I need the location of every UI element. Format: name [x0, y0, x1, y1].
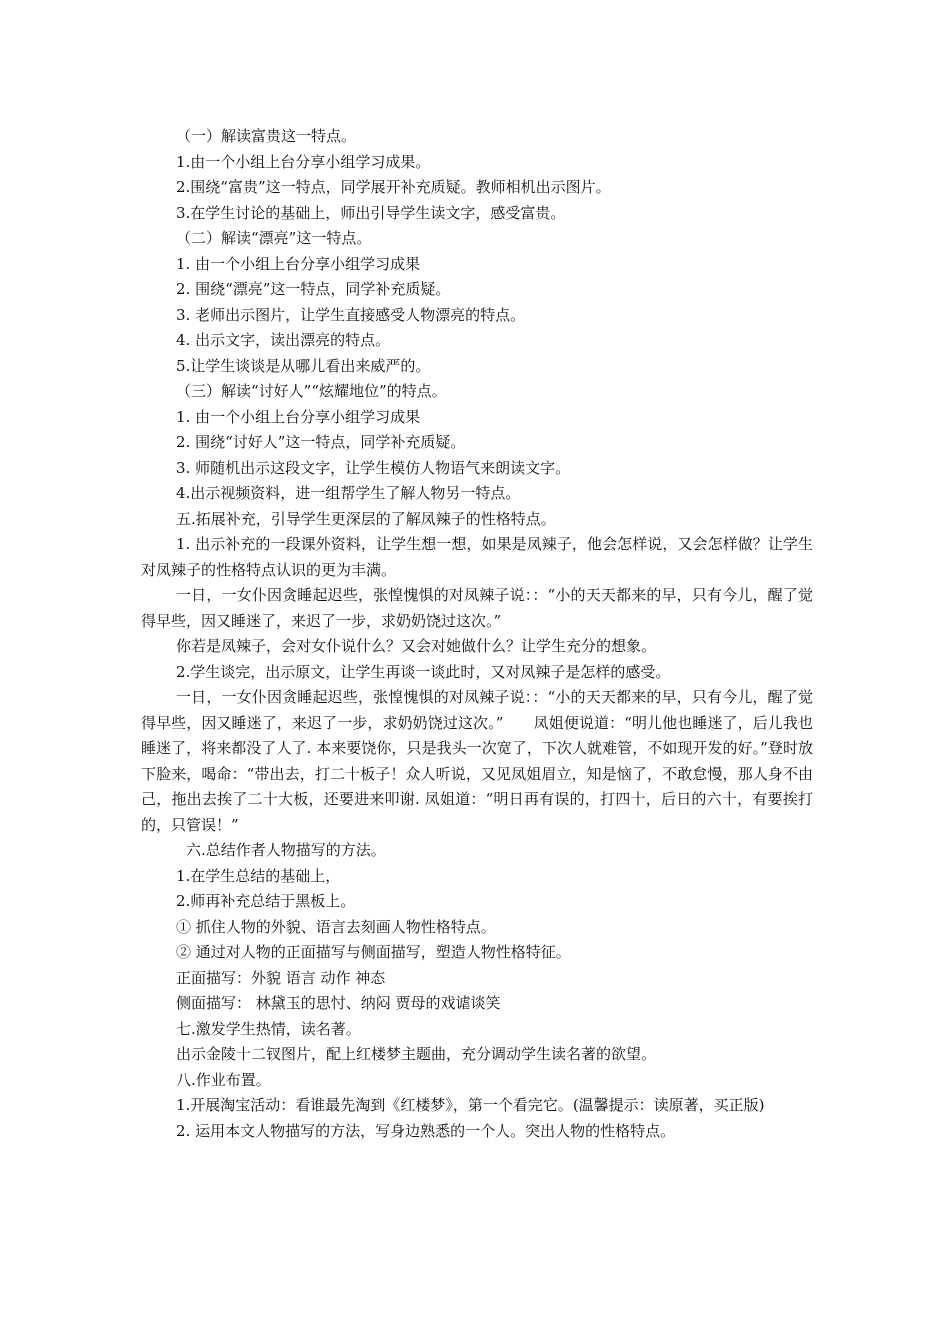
- section-heading: （二）解读“漂亮”这一特点。: [176, 229, 372, 247]
- paragraph: 3. 老师出示图片，让学生直接感受人物漂亮的特点。: [176, 305, 526, 324]
- paragraph: 3.在学生讨论的基础上，师出引导学生读文字，感受富贵。: [176, 203, 566, 222]
- section-heading: （三）解读“讨好人”“炫耀地位”的特点。: [176, 382, 447, 400]
- paragraph: 4. 出示文字，读出漂亮的特点。: [176, 331, 391, 349]
- list-item: ② 通过对人物的正面描写与侧面描写，塑造人物性格特征。: [176, 943, 571, 961]
- paragraph: 1. 由一个小组上台分享小组学习成果: [176, 254, 421, 273]
- paragraph: 2. 运用本文人物描写的方法，写身边熟悉的一个人。突出人物的性格特点。: [176, 1121, 676, 1140]
- paragraph: 正面描写：外貌 语言 动作 神态: [176, 968, 386, 987]
- paragraph: 2.学生谈完，出示原文，让学生再谈一谈此时，又对凤辣子是怎样的感受。: [176, 662, 671, 681]
- list-item: ① 抓住人物的外貌、语言去刻画人物性格特点。: [176, 917, 496, 936]
- paragraph: 2.围绕“富贵”这一特点，同学展开补充质疑。教师相机出示图片。: [176, 178, 611, 196]
- quote-paragraph: 一日，一女仆因贪睡起迟些，张惶愧惧的对凤辣子说：：“小的天天都来的早，只有今儿，醒了觉得早些，因又睡迷了，来迟了一步，求奶奶饶过这次。”: [141, 586, 813, 630]
- paragraph: 出示金陵十二钗图片，配上红楼梦主题曲，充分调动学生读名著的欲望。: [176, 1045, 657, 1063]
- paragraph: 5.让学生谈谈是从哪儿看出来威严的。: [176, 356, 431, 375]
- paragraph: 1.开展淘宝活动：看谁最先淘到《红楼梦》，第一个看完它。(温馨提示：读原著，买正版): [176, 1096, 765, 1114]
- quote-paragraph: 一日，一女仆因贪睡起迟些，张惶愧惧的对凤辣子说：：“小的天天都来的早，只有今儿，醒了觉得早些，因又睡迷了，来迟了一步，求奶奶饶过这次。” 凤姐便说道：“明儿他也睡迷了，后儿我也睡迷了，将来都没了人了. 本来要饶你，只是我头一次宽了，下次人就难管，不如现开发的好。”登时放下脸来，喝命：“带出去，打二十板子！众人听说，又见凤姐眉立，知是恼了，不敢怠慢，那人身不由己，拖出去挨了二十大板，还要进来叩谢. 凤姐道：“明日再有误的，打四十，后日的六十，有要挨打的，只管误！”: [141, 688, 813, 834]
- section-heading: 六.总结作者人物描写的方法。: [186, 841, 386, 859]
- paragraph: 1. 由一个小组上台分享小组学习成果: [176, 407, 421, 426]
- section-heading: 五.拓展补充，引导学生更深层的了解凤辣子的性格特点。: [176, 509, 556, 528]
- document-body: [141, 124, 813, 1144]
- paragraph: 2.师再补充总结于黑板上。: [176, 892, 356, 910]
- section-heading: 七.激发学生热情，读名著。: [176, 1019, 361, 1038]
- paragraph: 侧面描写： 林黛玉的思忖、纳闷 贾母的戏谑谈笑: [176, 994, 501, 1012]
- paragraph: 2. 围绕“漂亮”这一特点，同学补充质疑。: [176, 280, 451, 298]
- paragraph: 1.由一个小组上台分享小组学习成果。: [176, 152, 431, 171]
- paragraph: 1. 出示补充的一段课外资料，让学生想一想，如果是凤辣子，他会怎样说，又会怎样做？让学生对凤辣子的性格特点认识的更为丰满。: [141, 535, 813, 579]
- paragraph: 4.出示视频资料，进一组帮学生了解人物另一特点。: [176, 484, 521, 502]
- paragraph: 3. 师随机出示这段文字，让学生模仿人物语气来朗读文字。: [176, 458, 571, 477]
- section-heading: 八.作业布置。: [176, 1070, 271, 1089]
- section-heading: （一）解读富贵这一特点。: [176, 127, 357, 145]
- paragraph: 2. 围绕“讨好人”这一特点，同学补充质疑。: [176, 433, 466, 451]
- paragraph: 1.在学生总结的基础上，: [176, 866, 341, 885]
- paragraph: 你若是凤辣子，会对女仆说什么？又会对她做什么？让学生充分的想象。: [176, 637, 657, 655]
